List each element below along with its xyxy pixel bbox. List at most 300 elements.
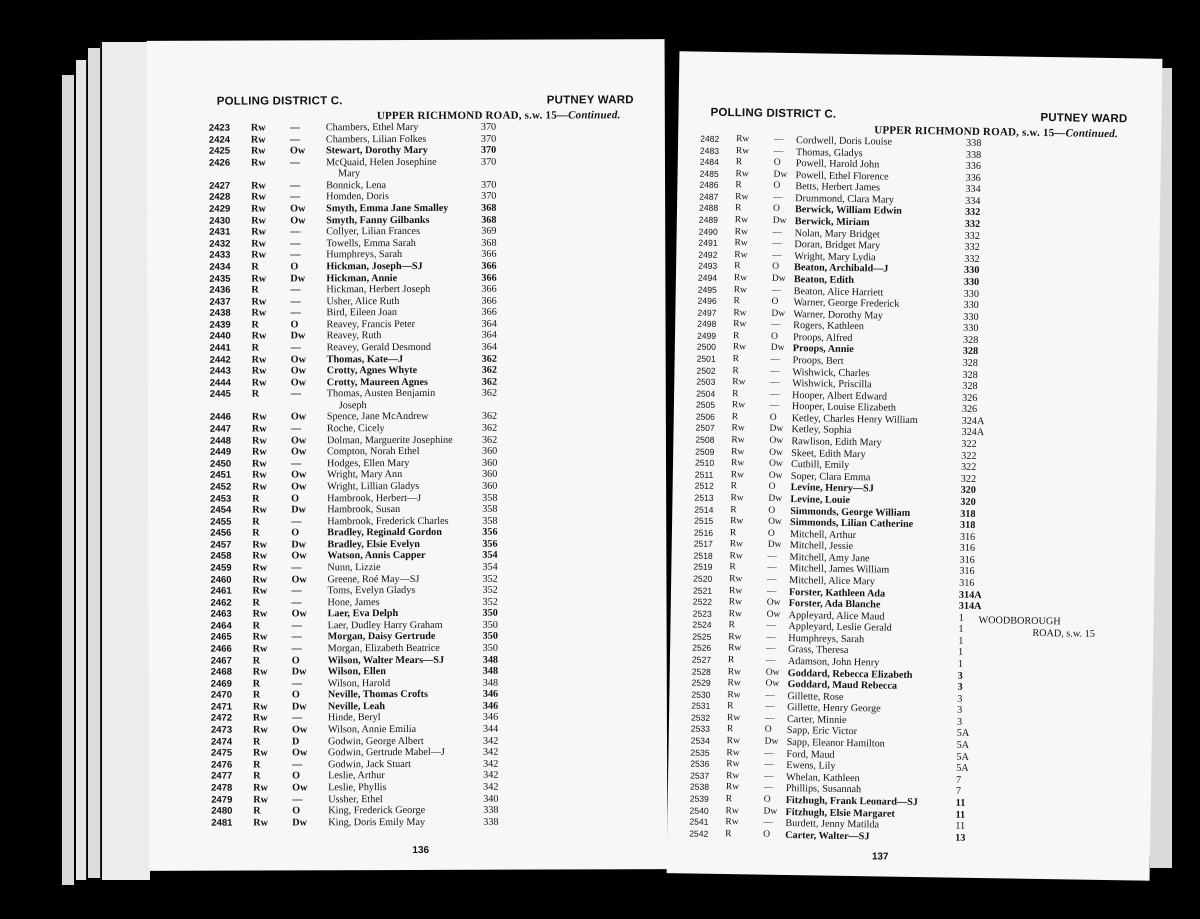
elector-number: 2503 xyxy=(696,376,716,388)
qualification: R xyxy=(253,770,261,782)
qualification: Rw xyxy=(252,643,268,655)
elector-name: Nolan, Mary Bridget xyxy=(794,227,880,241)
address-number: 338 xyxy=(483,804,499,816)
elector-name: Chambers, Ethel Mary xyxy=(325,121,419,134)
qualification: Rw xyxy=(729,539,744,550)
elector-name: Powell, Ethel Florence xyxy=(795,169,889,183)
elector-name: Beaton, Alice Harriett xyxy=(793,285,884,299)
elector-number: 2488 xyxy=(698,203,719,214)
address-number: 314A xyxy=(958,589,982,601)
qualification: Rw xyxy=(730,469,745,481)
occupation-code: Ow xyxy=(290,365,307,377)
elector-number: 2531 xyxy=(691,700,711,712)
address-number: 348 xyxy=(482,654,499,666)
occupation-code: O xyxy=(291,689,300,701)
qualification: Rw xyxy=(252,585,268,597)
address-number: 352 xyxy=(482,596,498,608)
elector-number: 2526 xyxy=(692,642,712,654)
occupation-code: — xyxy=(772,250,782,261)
elector-name: Mary xyxy=(337,168,361,180)
address-number: 370 xyxy=(481,191,497,203)
occupation-code: O xyxy=(291,654,300,666)
elector-name: Carter, Minnie xyxy=(786,713,847,726)
elector-name: Compton, Norah Ethel xyxy=(326,446,420,458)
address-number: 362 xyxy=(481,376,498,388)
address-number: 3 xyxy=(957,681,963,693)
occupation-code: O xyxy=(768,482,776,493)
address-number: 1 xyxy=(958,635,964,647)
elector-name: Burdett, Jenny Matilda xyxy=(785,818,880,831)
elector-name: Beaton, Archibald—J xyxy=(794,262,889,275)
occupation-code: — xyxy=(773,146,784,157)
qualification: R xyxy=(251,342,260,354)
qualification: Rw xyxy=(251,446,267,458)
elector-number: 2527 xyxy=(691,654,712,665)
elector-number: 2460 xyxy=(210,574,232,586)
occupation-code: — xyxy=(291,678,303,690)
elector-name: Leslie, Arthur xyxy=(328,770,385,782)
street-name: UPPER RICHMOND ROAD, s.w. 15— xyxy=(376,109,569,123)
address-number: 350 xyxy=(482,642,498,654)
elector-name: Cutbill, Emily xyxy=(790,459,850,472)
qualification: R xyxy=(732,388,739,399)
qualification: R xyxy=(732,330,740,342)
elector-number: 2457 xyxy=(210,539,232,551)
elector-number: 2469 xyxy=(210,678,232,690)
qualification: Rw xyxy=(253,747,268,759)
occupation-code: — xyxy=(290,342,301,354)
address-number: 366 xyxy=(481,283,497,295)
elector-name: Grass, Theresa xyxy=(788,644,849,657)
occupation-code: Ow xyxy=(765,667,780,678)
occupation-code: O xyxy=(290,319,299,331)
ward-heading: PUTNEY WARD xyxy=(546,94,634,107)
elector-name: Hinde, Beryl xyxy=(327,712,381,724)
elector-number: 2518 xyxy=(693,550,713,561)
qualification: R xyxy=(732,354,740,365)
page-number: 136 xyxy=(412,844,430,856)
address-number: 338 xyxy=(483,816,499,828)
elector-name: Bonnick, Lena xyxy=(326,179,387,192)
qualification: R xyxy=(253,805,261,817)
qualification: Rw xyxy=(732,342,747,353)
elector-number: 2534 xyxy=(690,735,710,746)
elector-number: 2438 xyxy=(209,307,231,319)
street-heading xyxy=(377,109,621,122)
elector-name: Beaton, Edith xyxy=(793,274,855,286)
occupation-code: O xyxy=(290,261,299,273)
elector-name: Hambrook, Frederick Charles xyxy=(327,515,449,527)
page-stack-edge xyxy=(76,60,86,880)
address-number: 352 xyxy=(482,584,498,596)
address-number: 5A xyxy=(956,728,970,740)
elector-number: 2492 xyxy=(698,249,718,260)
address-number: 362 xyxy=(481,387,498,400)
qualification: Rw xyxy=(733,319,747,330)
address-number: 11 xyxy=(955,809,966,821)
address-number: 320 xyxy=(960,496,976,508)
elector-name: Hooper, Albert Edward xyxy=(792,389,888,403)
elector-number: 2501 xyxy=(696,353,716,364)
elector-number: 2519 xyxy=(693,561,713,573)
address-number: 1 xyxy=(958,623,964,636)
qualification: Rw xyxy=(251,215,266,227)
occupation-code: Dw xyxy=(764,736,779,747)
qualification: Rw xyxy=(728,608,742,620)
qualification: Rw xyxy=(251,226,266,238)
qualification: Rw xyxy=(726,736,740,747)
elector-name: Berwick, Miriam xyxy=(794,216,870,229)
elector-number: 2484 xyxy=(699,156,719,168)
qualification: Rw xyxy=(251,365,267,377)
address-number: 342 xyxy=(483,781,499,793)
elector-name: Laer, Eva Delph xyxy=(327,608,399,620)
elector-name: Thomas, Gladys xyxy=(795,146,863,159)
qualification: R xyxy=(735,180,742,191)
elector-name: Smyth, Emma Jane Smalley xyxy=(326,202,449,215)
occupation-code: O xyxy=(772,262,780,273)
elector-name: Wilson, Walter Mears—SJ xyxy=(327,654,445,666)
elector-number: 2513 xyxy=(694,492,714,503)
occupation-code: — xyxy=(772,227,783,238)
qualification: R xyxy=(733,296,740,307)
address-number: 346 xyxy=(482,689,499,701)
address-number: 5A xyxy=(956,751,969,763)
address-number: 7 xyxy=(955,786,962,798)
occupation-code: O xyxy=(769,412,777,423)
occupation-code: — xyxy=(291,631,302,643)
elector-name: Usher, Alice Ruth xyxy=(326,295,400,307)
occupation-code: Ow xyxy=(291,469,307,481)
elector-number: 2474 xyxy=(210,736,233,748)
qualification: Rw xyxy=(251,191,266,204)
qualification: Rw xyxy=(731,435,745,446)
address-number: 7 xyxy=(955,774,962,786)
address-number: 360 xyxy=(481,445,498,457)
qualification: Rw xyxy=(252,550,268,562)
address-number: 362 xyxy=(481,434,498,446)
elector-name: Morgan, Elizabeth Beatrice xyxy=(327,642,440,655)
address-number: 316 xyxy=(959,542,976,555)
occupation-code: Dw xyxy=(291,504,306,516)
address-number: 342 xyxy=(483,746,499,758)
elector-number: 2445 xyxy=(209,388,231,400)
elector-number: 2491 xyxy=(698,237,718,249)
elector-name: Thomas, Austen Benjamin xyxy=(326,388,436,400)
qualification: Rw xyxy=(253,782,268,794)
qualification: R xyxy=(251,284,259,296)
address-number: 332 xyxy=(964,218,981,231)
elector-name: Powell, Harold John xyxy=(795,158,880,171)
occupation-code: — xyxy=(290,307,301,319)
qualification: Rw xyxy=(252,712,268,725)
address-number: 324A xyxy=(961,427,985,439)
occupation-code: — xyxy=(769,401,780,412)
elector-name: Forster, Kathleen Ada xyxy=(788,586,886,600)
elector-number: 2541 xyxy=(689,816,709,827)
qualification: Rw xyxy=(729,574,743,585)
side-street-heading: WOODBOROUGH xyxy=(978,615,1061,628)
address-number: 336 xyxy=(965,160,982,173)
occupation-code: Dw xyxy=(772,215,787,227)
qualification: Rw xyxy=(730,516,744,527)
occupation-code: — xyxy=(291,458,302,470)
elector-name: Fitzhugh, Frank Leonard—SJ xyxy=(785,794,918,809)
occupation-code: O xyxy=(772,204,780,215)
address-number: 362 xyxy=(481,353,497,365)
qualification: Rw xyxy=(733,273,748,284)
elector-name: Watson, Annis Capper xyxy=(327,550,426,562)
elector-number: 2537 xyxy=(690,770,710,781)
qualification: Rw xyxy=(252,504,267,516)
elector-name: Godwin, George Albert xyxy=(327,735,424,747)
elector-number: 2466 xyxy=(210,643,232,655)
elector-number: 2424 xyxy=(208,134,231,146)
occupation-code: Ow xyxy=(291,724,308,736)
elector-number: 2467 xyxy=(210,655,232,667)
continued-label: Continued. xyxy=(1065,127,1119,141)
elector-name: Mitchell, Alice Mary xyxy=(789,575,875,588)
elector-name: Soper, Clara Emma xyxy=(790,470,871,484)
address-number: 334 xyxy=(965,184,981,196)
occupation-code: — xyxy=(763,817,773,828)
address-number: 11 xyxy=(955,820,966,832)
elector-number: 2505 xyxy=(695,399,716,411)
elector-number: 2455 xyxy=(210,516,232,528)
address-number: 332 xyxy=(964,253,980,265)
elector-number: 2468 xyxy=(210,666,232,678)
qualification: Rw xyxy=(250,145,266,157)
qualification: R xyxy=(251,388,260,400)
occupation-code: O xyxy=(770,331,778,342)
occupation-code: Dw xyxy=(291,666,307,678)
page-stack-edge xyxy=(62,75,74,885)
address-number: 330 xyxy=(963,265,980,277)
qualification: Rw xyxy=(731,400,746,411)
elector-number: 2436 xyxy=(209,284,231,296)
occupation-code: O xyxy=(764,725,772,736)
elector-name: Betts, Herbert James xyxy=(795,181,881,194)
address-number: 360 xyxy=(482,469,498,481)
occupation-code: O xyxy=(292,805,301,817)
qualification: R xyxy=(252,597,260,609)
elector-number: 2462 xyxy=(210,597,232,609)
elector-name: Wilson, Ellen xyxy=(327,666,386,678)
occupation-code: O xyxy=(771,296,779,307)
qualification: R xyxy=(735,157,743,168)
elector-name: Proops, Alfred xyxy=(792,331,853,344)
occupation-code: — xyxy=(291,585,302,597)
qualification: Rw xyxy=(250,122,266,134)
elector-list xyxy=(667,133,1161,847)
elector-name: Doran, Bridget Mary xyxy=(794,239,881,252)
occupation-code: — xyxy=(766,620,777,632)
qualification: Rw xyxy=(251,180,266,192)
elector-number: 2437 xyxy=(209,296,231,308)
elector-number: 2529 xyxy=(691,677,711,688)
address-number: 328 xyxy=(962,334,979,346)
occupation-code: — xyxy=(290,226,301,238)
qualification: Rw xyxy=(731,446,745,457)
elector-name: Hambrook, Susan xyxy=(327,504,401,516)
qualification: R xyxy=(251,261,259,273)
elector-number: 2453 xyxy=(210,493,232,505)
qualification: R xyxy=(730,504,737,515)
elector-name: Whelan, Kathleen xyxy=(786,771,860,784)
elector-number: 2482 xyxy=(700,133,720,144)
qualification: Rw xyxy=(736,134,750,145)
occupation-code: — xyxy=(290,180,301,192)
qualification: Rw xyxy=(252,631,268,643)
address-number: 364 xyxy=(481,341,497,353)
occupation-code: — xyxy=(290,388,301,400)
elector-name: Adamson, John Henry xyxy=(787,656,880,669)
occupation-code: — xyxy=(767,563,777,574)
elector-number: 2536 xyxy=(690,758,710,770)
address-number: 370 xyxy=(480,156,497,168)
qualification: Rw xyxy=(251,377,267,389)
elector-name: Laer, Dudley Harry Graham xyxy=(327,619,443,632)
elector-number: 2464 xyxy=(210,620,232,632)
page-stack-edge xyxy=(100,42,101,880)
elector-number: 2498 xyxy=(697,318,717,330)
ward-heading: PUTNEY WARD xyxy=(1040,111,1128,126)
address-number: 330 xyxy=(963,288,980,300)
occupation-code: Ow xyxy=(290,203,306,215)
elector-number: 2502 xyxy=(696,365,716,376)
address-number: 370 xyxy=(480,133,497,145)
qualification: Rw xyxy=(733,284,748,295)
address-number: 358 xyxy=(482,515,498,527)
elector-number: 2478 xyxy=(211,782,233,794)
elector-name: Wright, Mary Lydia xyxy=(794,250,876,264)
elector-number: 2514 xyxy=(694,504,714,515)
elector-name: Smyth, Fanny Gilbanks xyxy=(326,214,430,226)
qualification: Rw xyxy=(252,724,268,736)
elector-name: Phillips, Susannah xyxy=(785,783,862,796)
occupation-code: — xyxy=(292,793,303,805)
address-number: 354 xyxy=(482,561,498,573)
address-number: 1 xyxy=(957,658,964,670)
occupation-code: — xyxy=(767,574,777,585)
address-number: 362 xyxy=(481,411,498,423)
occupation-code: — xyxy=(291,643,302,655)
occupation-code: Ow xyxy=(769,447,784,458)
qualification: Rw xyxy=(731,423,745,434)
elector-name: Hickman, Herbert Joseph xyxy=(326,284,431,296)
elector-name: Ketley, Charles Henry William xyxy=(791,412,918,426)
elector-number: 2539 xyxy=(689,793,709,804)
occupation-code: Ow xyxy=(290,446,307,458)
elector-name: Godwin, Jack Stuart xyxy=(328,758,412,771)
occupation-code: Ow xyxy=(289,145,306,157)
occupation-code: Ow xyxy=(291,481,307,493)
address-number: 370 xyxy=(480,121,497,133)
elector-name: Wilson, Annie Emilia xyxy=(327,724,417,736)
address-number: 322 xyxy=(960,461,977,474)
qualification: Rw xyxy=(734,226,748,237)
elector-number: 2444 xyxy=(209,377,231,389)
address-number: 350 xyxy=(482,631,498,643)
occupation-code: Dw xyxy=(290,272,306,284)
address-number: 350 xyxy=(482,607,498,620)
address-number: 354 xyxy=(482,550,498,562)
qualification: Rw xyxy=(251,423,267,435)
elector-name: Warner, George Frederick xyxy=(793,297,900,310)
occupation-code: O xyxy=(291,527,300,539)
occupation-code: — xyxy=(289,133,301,145)
elector-name: Levine, Louie xyxy=(790,493,850,506)
address-number: 369 xyxy=(481,225,497,237)
occupation-code: — xyxy=(291,620,302,632)
occupation-code: Ow xyxy=(290,411,307,423)
qualification: Rw xyxy=(734,249,748,261)
elector-number: 2533 xyxy=(690,724,711,735)
elector-name: Thomas, Kate—J xyxy=(326,353,404,365)
occupation-code: — xyxy=(770,377,780,389)
address-number: 3 xyxy=(957,705,963,717)
elector-number: 2471 xyxy=(210,701,233,713)
elector-name: Hambrook, Herbert—J xyxy=(327,492,422,504)
qualification: Rw xyxy=(253,794,268,806)
qualification: Rw xyxy=(252,666,268,678)
elector-number: 2480 xyxy=(211,805,233,817)
page-number: 137 xyxy=(871,851,889,863)
address-number: 330 xyxy=(963,299,979,312)
occupation-code: Ow xyxy=(290,377,307,389)
qualification: R xyxy=(252,689,261,701)
qualification: Rw xyxy=(252,574,268,586)
elector-number: 2449 xyxy=(209,446,232,458)
elector-name: Appleyard, Alice Maud xyxy=(788,609,885,623)
elector-name: Drummond, Clara Mary xyxy=(795,192,895,206)
elector-number: 2432 xyxy=(209,238,231,250)
address-number: 11 xyxy=(955,797,966,809)
elector-name: Forster, Ada Blanche xyxy=(788,598,881,611)
qualification: Rw xyxy=(252,608,268,620)
address-number: 3 xyxy=(956,716,963,728)
elector-name: Carter, Walter—SJ xyxy=(785,829,870,843)
elector-number: 2463 xyxy=(210,608,232,620)
occupation-code: D xyxy=(291,736,300,748)
qualification: R xyxy=(252,678,261,690)
right-page xyxy=(667,51,1163,880)
qualification: Rw xyxy=(725,782,740,793)
occupation-code: Dw xyxy=(292,817,308,829)
address-number: 330 xyxy=(963,311,979,323)
address-number: 356 xyxy=(482,526,498,538)
qualification: R xyxy=(731,411,739,423)
side-street-heading-2: ROAD, s.w. 15 xyxy=(1032,627,1095,640)
elector-name: Reavey, Gerald Desmond xyxy=(326,341,431,354)
elector-number: 2512 xyxy=(694,480,714,492)
occupation-code: Ow xyxy=(290,214,306,227)
elector-name: Skeet, Edith Mary xyxy=(791,447,866,460)
elector-name: Wishwick, Priscilla xyxy=(792,378,872,391)
elector-number: 2495 xyxy=(697,284,717,295)
elector-number: 2448 xyxy=(209,435,232,447)
elector-number: 2485 xyxy=(699,168,719,179)
qualification: Rw xyxy=(252,562,268,574)
elector-number: 2506 xyxy=(695,411,715,422)
occupation-code: — xyxy=(765,655,776,666)
elector-name: Levine, Henry—SJ xyxy=(790,482,874,495)
elector-number: 2446 xyxy=(209,412,232,424)
elector-number: 2521 xyxy=(692,585,713,596)
address-number: 370 xyxy=(480,144,497,156)
elector-number: 2439 xyxy=(209,319,231,331)
occupation-code: Ow xyxy=(291,608,307,620)
